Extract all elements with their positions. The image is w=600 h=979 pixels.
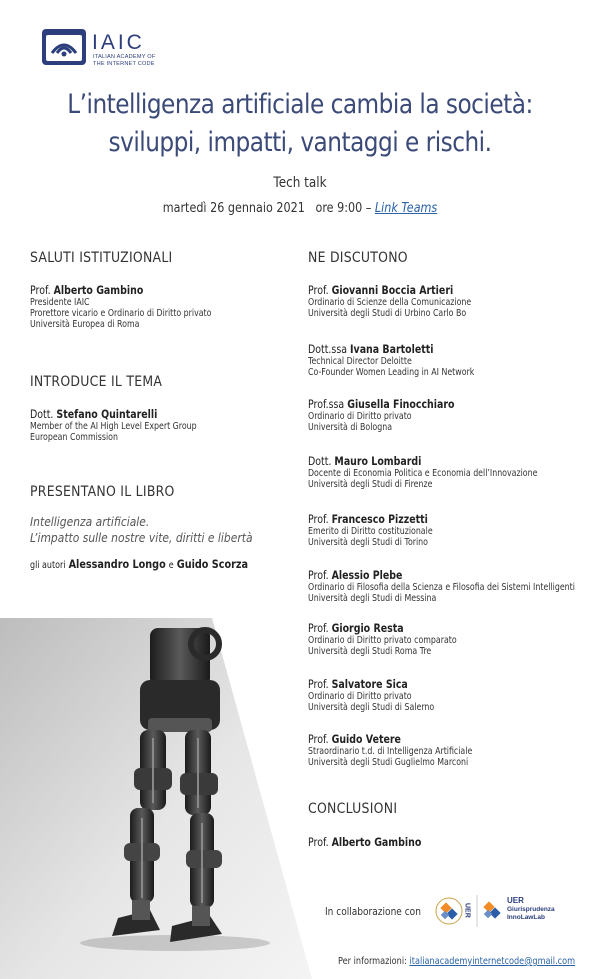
saluti-speaker xyxy=(30,283,211,330)
logo-text: IAIC xyxy=(92,31,145,54)
speaker-line: Università degli Studi di Urbino Carlo Bo xyxy=(308,308,467,319)
book-title-line-1: Intelligenza artificiale. xyxy=(30,514,150,529)
speaker-line: Presidente IAIC xyxy=(30,297,90,308)
footer-label: Per informazioni: xyxy=(338,956,407,967)
speaker-line: Ordinario di Filosofia della Scienza e Filosofia dei Sistemi Intelligenti xyxy=(308,582,575,593)
speaker-line: European Commission xyxy=(30,432,118,443)
event-dateline xyxy=(42,201,558,216)
event-date: martedì 26 gennaio 2021 xyxy=(162,201,305,216)
author-name: Alessandro Longo xyxy=(68,557,166,571)
speaker-title: Dott.ssa xyxy=(308,342,348,356)
speaker-line: Member of the AI High Level Expert Group xyxy=(30,421,197,432)
author-name: Guido Scorza xyxy=(176,557,249,571)
teams-link[interactable]: Link Teams xyxy=(374,201,438,216)
speaker-name: Alberto Gambino xyxy=(53,283,144,297)
speaker-line: Università degli Studi di Salerno xyxy=(308,702,435,713)
authors-conj: e xyxy=(168,560,174,571)
innolaw-giur: Giurisprudenza xyxy=(507,906,555,913)
speaker-title: Prof. xyxy=(308,677,329,691)
contact-email-link[interactable]: italianacademyinternetcode@gmail.com xyxy=(409,956,576,967)
speaker-title: Dott. xyxy=(308,454,332,468)
collab-label: In collaborazione con xyxy=(325,906,421,918)
speaker-resta xyxy=(308,621,457,657)
speaker-vetere xyxy=(308,732,472,768)
speaker-title: Prof. xyxy=(308,621,329,635)
speaker-name: Salvatore Sica xyxy=(331,677,408,691)
book-authors xyxy=(30,557,248,571)
speaker-line: Ordinario di Diritto privato xyxy=(308,691,412,702)
partner-logos xyxy=(435,889,585,933)
speaker-line: Università degli Studi Roma Tre xyxy=(308,646,432,657)
saluti-heading: SALUTI ISTITUZIONALI xyxy=(30,250,173,266)
speaker-plebe xyxy=(308,568,575,604)
speaker-name: Alberto Gambino xyxy=(331,835,422,849)
introduce-speaker xyxy=(30,407,197,443)
speaker-lombardi xyxy=(308,454,537,490)
speaker-title: Prof. xyxy=(308,283,329,297)
speaker-title: Prof.ssa xyxy=(308,397,345,411)
uer-label: UER xyxy=(463,903,471,918)
speaker-line: Università Europea di Roma xyxy=(30,319,140,330)
speaker-name: Ivana Bartoletti xyxy=(350,342,434,356)
innolaw-uer: UER xyxy=(507,896,524,905)
speaker-title: Prof. xyxy=(308,512,329,526)
speaker-line: Co-Founder Women Leading in AI Network xyxy=(308,367,475,378)
speaker-line: Università di Bologna xyxy=(308,422,393,433)
speaker-line: Straordinario t.d. di Intelligenza Artificiale xyxy=(308,746,473,757)
speaker-line: Università degli Studi Guglielmo Marconi xyxy=(308,757,469,768)
conclusioni-heading: CONCLUSIONI xyxy=(308,801,398,817)
footer-info xyxy=(338,956,575,967)
iaic-logo xyxy=(42,27,192,69)
authors-prefix: gli autori xyxy=(30,560,66,571)
speaker-line: Università degli Studi di Messina xyxy=(308,593,437,604)
speaker-title: Prof. xyxy=(308,732,329,746)
logo-mark-icon xyxy=(42,27,88,67)
innolawlab-diamond-icon xyxy=(483,901,500,918)
speaker-name: Giovanni Boccia Artieri xyxy=(331,283,454,297)
logo-sub-line-2: THE INTERNET CODE xyxy=(93,61,155,67)
speaker-line: Emerito di Diritto costituzionale xyxy=(308,526,433,537)
ne-discutono-heading: NE DISCUTONO xyxy=(308,250,408,266)
speaker-name: Giusella Finocchiaro xyxy=(347,397,455,411)
speaker-name: Giorgio Resta xyxy=(331,621,404,635)
logo-sub-line-1: ITALIAN ACADEMY OF xyxy=(93,54,156,60)
speaker-line: Università degli Studi di Firenze xyxy=(308,479,433,490)
introduce-heading: INTRODUCE IL TEMA xyxy=(30,374,163,390)
speaker-line: Ordinario di Diritto privato xyxy=(308,411,412,422)
speaker-title: Prof. xyxy=(30,283,51,297)
speaker-boccia-artieri xyxy=(308,283,471,319)
speaker-title: Dott. xyxy=(30,407,54,421)
title-line-1: L’intelligenza artificiale cambia la società: xyxy=(67,89,533,120)
book-title xyxy=(30,514,253,546)
conclusioni-speaker xyxy=(308,835,421,849)
speaker-title: Prof. xyxy=(308,835,329,849)
book-title-line-2: L’impatto sulle nostre vite, diritti e libertà xyxy=(30,530,253,545)
speaker-line: Prorettore vicario e Ordinario di Diritto privato xyxy=(30,308,212,319)
speaker-line: Docente di Economia Politica e Economia dell’Innovazione xyxy=(308,468,538,479)
uer-diamond-icon xyxy=(440,902,457,919)
logo-subtitle xyxy=(93,54,155,68)
event-type: Tech talk xyxy=(273,175,327,191)
speaker-pizzetti xyxy=(308,512,433,548)
speaker-name: Guido Vetere xyxy=(331,732,401,746)
speaker-line: Università degli Studi di Torino xyxy=(308,537,428,548)
speaker-name: Francesco Pizzetti xyxy=(331,512,428,526)
speaker-line: Technical Director Deloitte xyxy=(308,356,412,367)
innolaw-lab: InnoLawLab xyxy=(507,914,545,921)
speaker-name: Stefano Quintarelli xyxy=(56,407,158,421)
presentano-heading: PRESENTANO IL LIBRO xyxy=(30,484,175,500)
speaker-bartoletti xyxy=(308,342,474,378)
speaker-finocchiaro xyxy=(308,397,454,433)
event-title xyxy=(0,86,600,162)
speaker-line: Ordinario di Scienze della Comunicazione xyxy=(308,297,472,308)
title-line-2: sviluppi, impatti, vantaggi e rischi. xyxy=(108,127,492,158)
speaker-title: Prof. xyxy=(308,568,329,582)
speaker-line: Ordinario di Diritto privato comparato xyxy=(308,635,457,646)
speaker-name: Mauro Lombardi xyxy=(334,454,422,468)
event-time: ore 9:00 – xyxy=(315,201,372,216)
speaker-name: Alessio Plebe xyxy=(331,568,403,582)
speaker-sica xyxy=(308,677,434,713)
exoskeleton-photo xyxy=(0,618,312,979)
